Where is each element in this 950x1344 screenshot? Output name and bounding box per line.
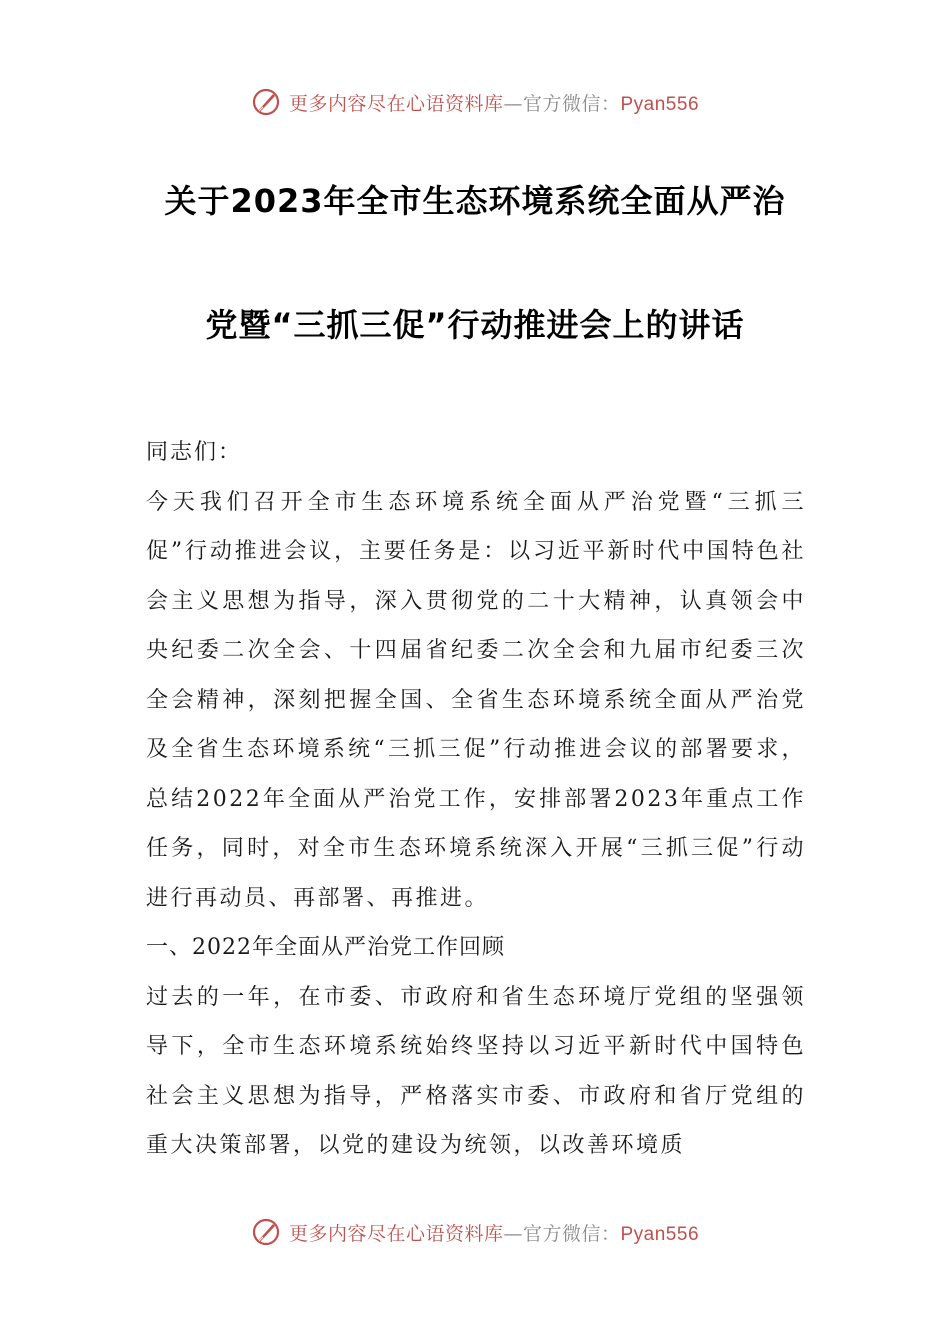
document-title-line-1: 关于2023年全市生态环境系统全面从严治: [164, 182, 786, 220]
document-body: [146, 428, 806, 1171]
watermark-text: [289, 89, 699, 116]
watermark-brand: 更多内容尽在心语资料库: [288, 92, 504, 115]
document-title-line-2: 党暨“三抓三促”行动推进会上的讲话: [205, 306, 745, 344]
watermark-dash: —: [503, 92, 523, 115]
watermark-brand: 更多内容尽在心语资料库: [288, 1222, 504, 1245]
watermark-text: [289, 1219, 699, 1246]
watermark-wechat-id: Pyan556: [620, 1223, 700, 1245]
watermark-wechat-label: 官方微信：: [522, 92, 621, 115]
watermark-wechat-id: Pyan556: [620, 93, 700, 115]
watermark-banner-bottom: [0, 1212, 950, 1252]
paragraph: 过去的一年，在市委、市政府和省生态环境厅党组的坚强领导下，全市生态环境系统始终坚持以习近平新时代中国特色社会主义思想为指导，严格落实市委、市政府和省厅党组的重大决策部署，以党的建设为统领，以改善环境质: [146, 984, 806, 1158]
section-heading: 一、2022年全面从严治党工作回顾: [146, 935, 505, 960]
watermark-banner-top: [0, 82, 950, 122]
quill-logo-icon: [251, 87, 281, 117]
watermark-wechat-label: 官方微信：: [522, 1222, 621, 1245]
quill-logo-icon: [251, 1217, 281, 1247]
watermark-dash: —: [503, 1222, 523, 1245]
salutation: 同志们：: [146, 440, 243, 465]
paragraph: 今天我们召开全市生态环境系统全面从严治党暨“三抓三促”行动推进会议，主要任务是：以习近平新时代中国特色社会主义思想为指导，深入贯彻党的二十大精神，认真领会中央纪委二次全会、十四届省纪委二次全会和九届市纪委三次全会精神，深刻把握全国、全省生态环境系统全面从严治党及全省生态环境系统“三抓三促”行动推进会议的部署要求，总结2022年全面从严治党工作，安排部署2023年重点工作任务，同时，对全市生态环境系统深入开展“三抓三促”行动进行再动员、再部署、再推进。: [146, 489, 806, 911]
